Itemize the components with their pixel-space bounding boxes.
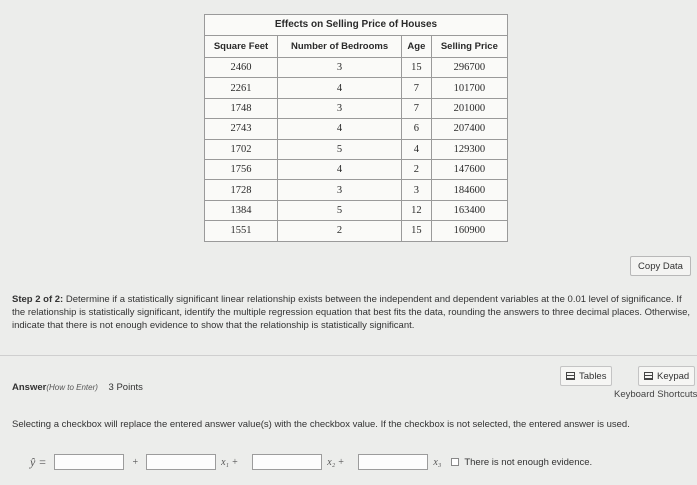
cell-age: 2 [402,159,432,179]
header-square-feet: Square Feet [205,36,278,58]
table-row [205,58,508,78]
x2-label: x₂ + [327,456,345,468]
table-row [205,78,508,98]
cell-selling-price: 147600 [431,159,507,179]
cell-selling-price: 160900 [431,221,507,241]
keyboard-shortcuts-link[interactable]: Keyboard Shortcuts [614,389,697,400]
keypad-button-label: Keypad [657,370,690,382]
step-text: Determine if a statistically significant linear relationship exists between the independent and dependent variables at the 0.01 level of significance. If the relationship is statistically significant, identify the multiple regression equation that best fits the data, rounding the answers to three decimal places. Otherwise, indicate that there is not enough evidence to show that the relationship is statistically significant. [12,294,691,331]
cell-selling-price: 163400 [431,200,507,220]
how-to-enter-link[interactable]: (How to Enter) [46,383,98,392]
cell-square-feet: 1756 [205,159,278,179]
x1-coefficient-input[interactable] [146,454,216,470]
cell-selling-price: 296700 [431,58,507,78]
tables-button-label: Tables [579,370,607,382]
y-hat-label: ŷ = [30,454,47,469]
cell-selling-price: 201000 [431,98,507,118]
keypad-button[interactable] [638,366,695,386]
not-enough-evidence-checkbox[interactable] [451,458,459,466]
cell-square-feet: 2460 [205,58,278,78]
table-row [205,221,508,241]
answer-header [12,382,143,393]
cell-selling-price: 207400 [431,119,507,139]
table-row [205,139,508,159]
cell-age: 15 [402,58,432,78]
regression-equation [30,454,592,470]
cell-bedrooms: 2 [278,221,402,241]
x1-label: x₁ + [221,456,239,468]
x3-coefficient-input[interactable] [358,454,428,470]
cell-selling-price: 101700 [431,78,507,98]
keypad-icon [644,372,653,380]
copy-data-button[interactable]: Copy Data [630,256,691,276]
cell-bedrooms: 5 [278,200,402,220]
cell-age: 15 [402,221,432,241]
cell-bedrooms: 4 [278,119,402,139]
step-instructions [12,293,692,332]
data-table-container [204,14,508,242]
checkbox-instruction: Selecting a checkbox will replace the entered answer value(s) with the checkbox value. If the checkbox is not selected, the entered answer is used. [12,419,630,430]
table-row [205,98,508,118]
cell-square-feet: 1728 [205,180,278,200]
cell-bedrooms: 3 [278,58,402,78]
cell-age: 7 [402,78,432,98]
cell-square-feet: 1551 [205,221,278,241]
cell-square-feet: 1702 [205,139,278,159]
tables-button[interactable] [560,366,612,386]
cell-bedrooms: 4 [278,159,402,179]
header-selling-price: Selling Price [431,36,507,58]
cell-bedrooms: 3 [278,180,402,200]
cell-age: 3 [402,180,432,200]
header-age: Age [402,36,432,58]
cell-square-feet: 2261 [205,78,278,98]
cell-square-feet: 1748 [205,98,278,118]
cell-square-feet: 1384 [205,200,278,220]
cell-bedrooms: 4 [278,78,402,98]
table-row [205,119,508,139]
cell-age: 6 [402,119,432,139]
table-icon [566,372,575,380]
points-label: 3 Points [108,382,143,393]
cell-bedrooms: 5 [278,139,402,159]
cell-bedrooms: 3 [278,98,402,118]
x2-coefficient-input[interactable] [252,454,322,470]
cell-selling-price: 184600 [431,180,507,200]
section-divider [0,355,697,356]
step-label: Step 2 of 2: [12,294,64,305]
header-bedrooms: Number of Bedrooms [278,36,402,58]
cell-square-feet: 2743 [205,119,278,139]
not-enough-evidence-label[interactable]: There is not enough evidence. [464,456,593,468]
table-title: Effects on Selling Price of Houses [204,14,508,35]
table-header-row [205,36,508,58]
table-row [205,159,508,179]
cell-age: 12 [402,200,432,220]
answer-label: Answer [12,382,47,393]
plus-sign: + [132,456,139,468]
cell-age: 4 [402,139,432,159]
cell-selling-price: 129300 [431,139,507,159]
x3-label: x₃ [433,456,442,468]
table-row [205,200,508,220]
cell-age: 7 [402,98,432,118]
table-row [205,180,508,200]
intercept-input[interactable] [54,454,124,470]
house-price-table [204,14,508,242]
